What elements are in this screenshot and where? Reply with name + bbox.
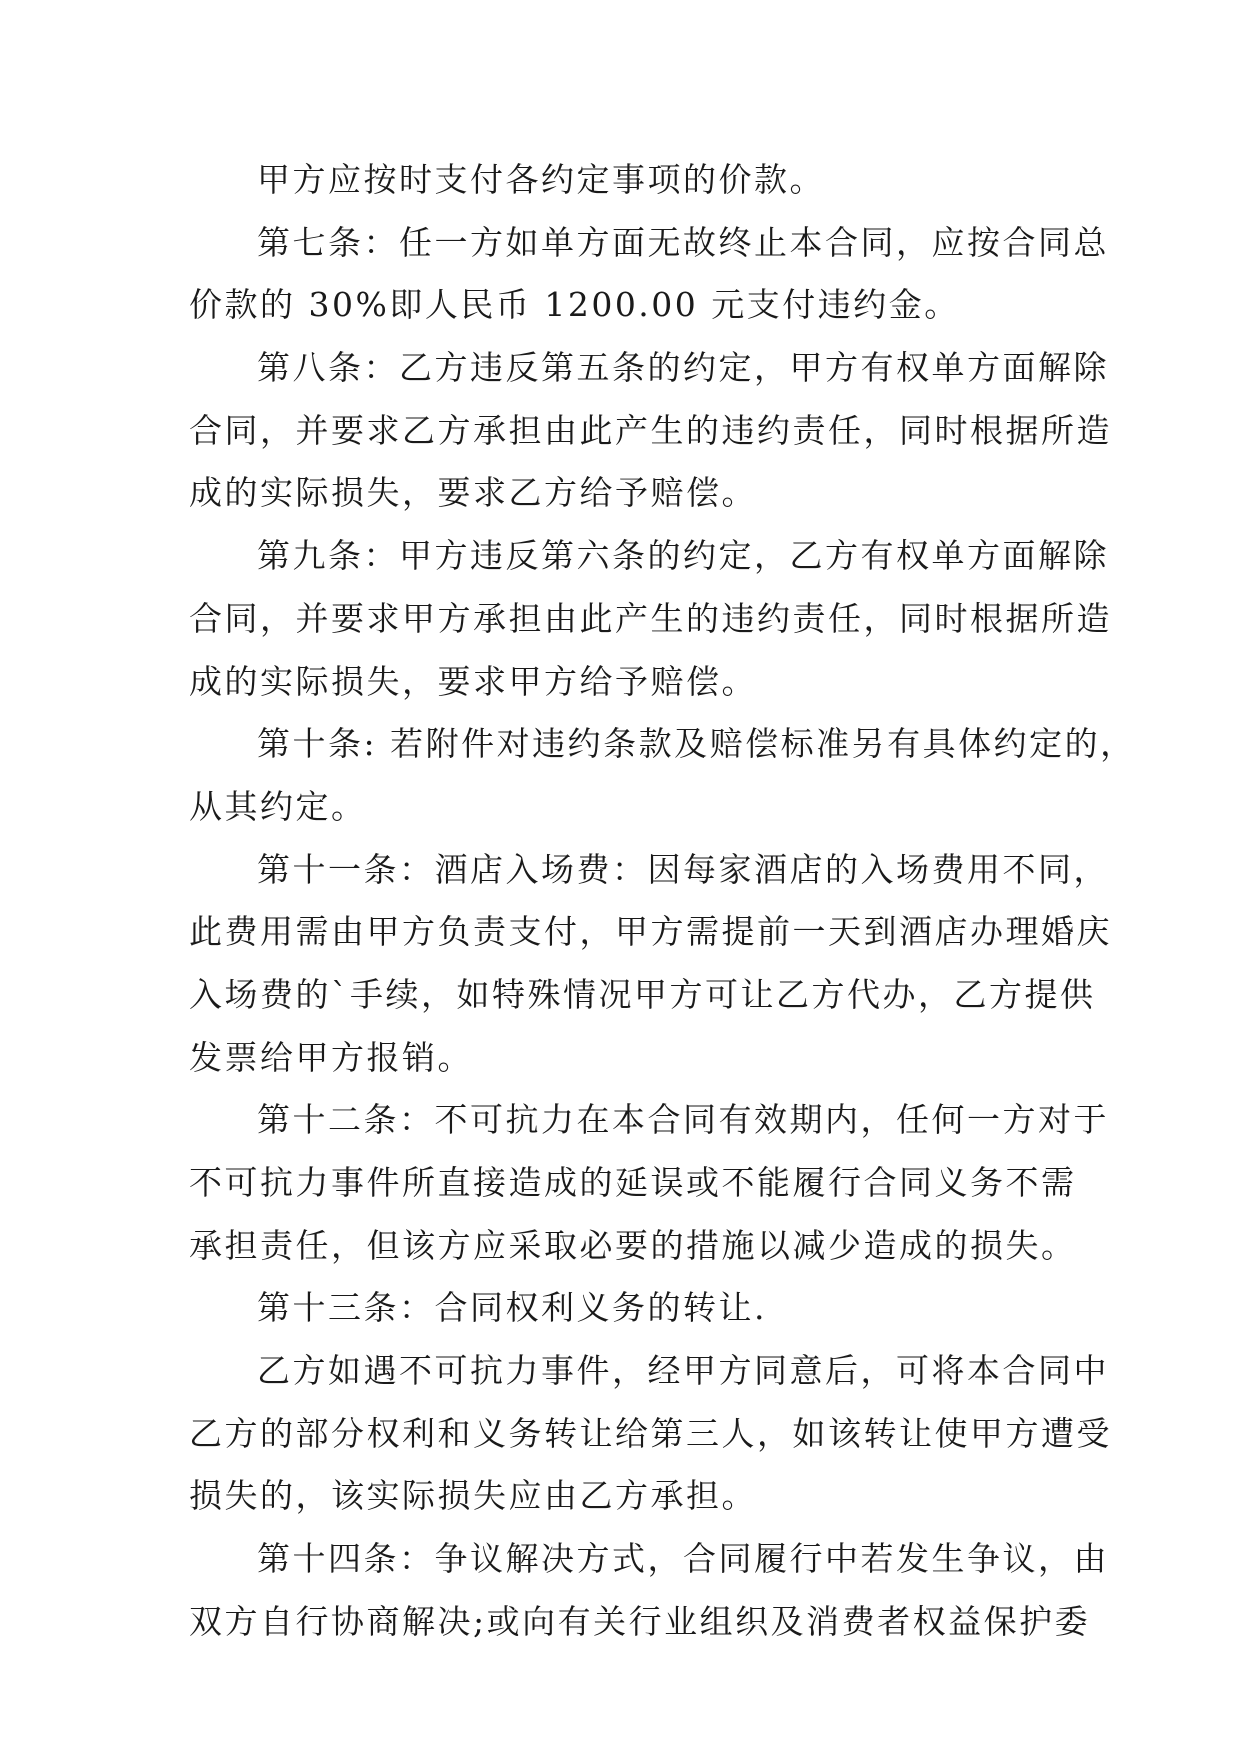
text-line: 第十三条：合同权利义务的转让. xyxy=(257,1288,767,1328)
text-line: 损失的，该实际损失应由乙方承担。 xyxy=(189,1476,757,1516)
text-line: 发票给甲方报销。 xyxy=(189,1037,473,1077)
text-line: 乙方的部分权利和义务转让给第三人，如该转让使甲方遭受 xyxy=(189,1413,1112,1453)
text-line: 承担责任，但该方应采取必要的措施以减少造成的损失。 xyxy=(189,1225,1077,1265)
text-line: 第八条：乙方违反第五条的约定，甲方有权单方面解除 xyxy=(257,348,1109,388)
text-line: 入场费的`手续，如特殊情况甲方可让乙方代办，乙方提供 xyxy=(189,974,1096,1014)
text-line: 第十二条：不可抗力在本合同有效期内，任何一方对于 xyxy=(257,1100,1109,1140)
text-line: 甲方应按时支付各约定事项的价款。 xyxy=(257,160,825,199)
text-line: 不可抗力事件所直接造成的延误或不能履行合同义务不需 xyxy=(189,1163,1077,1202)
text-line: 第十四条：争议解决方式，合同履行中若发生争议，由 xyxy=(257,1539,1109,1579)
text-line: 乙方如遇不可抗力事件，经甲方同意后，可将本合同中 xyxy=(257,1351,1109,1391)
text-line: 从其约定。 xyxy=(189,786,367,826)
text-line: 此费用需由甲方负责支付，甲方需提前一天到酒店办理婚庆 xyxy=(189,912,1112,952)
text-line: 第七条：任一方如单方面无故终止本合同，应按合同总 xyxy=(257,222,1109,262)
text-line: 第九条：甲方违反第六条的约定，乙方有权单方面解除 xyxy=(257,536,1109,576)
text-line: 合同，并要求乙方承担由此产生的违约责任，同时根据所造 xyxy=(189,410,1112,450)
text-line: 价款的 30%即人民币 1200.00 元支付违约金。 xyxy=(189,285,960,325)
text-line: 第十一条：酒店入场费：因每家酒店的入场费用不同， xyxy=(257,849,1109,889)
contract-body xyxy=(189,149,1136,1654)
text-line: 第十条: 若附件对违约条款及赔偿标准另有具体约定的， xyxy=(257,724,1136,764)
text-line: 合同，并要求甲方承担由此产生的违约责任，同时根据所造 xyxy=(189,598,1112,638)
text-line: 成的实际损失，要求乙方给予赔偿。 xyxy=(189,473,757,513)
text-line: 成的实际损失，要求甲方给予赔偿。 xyxy=(189,661,757,701)
text-line: 双方自行协商解决;或向有关行业组织及消费者权益保护委 xyxy=(189,1601,1091,1641)
